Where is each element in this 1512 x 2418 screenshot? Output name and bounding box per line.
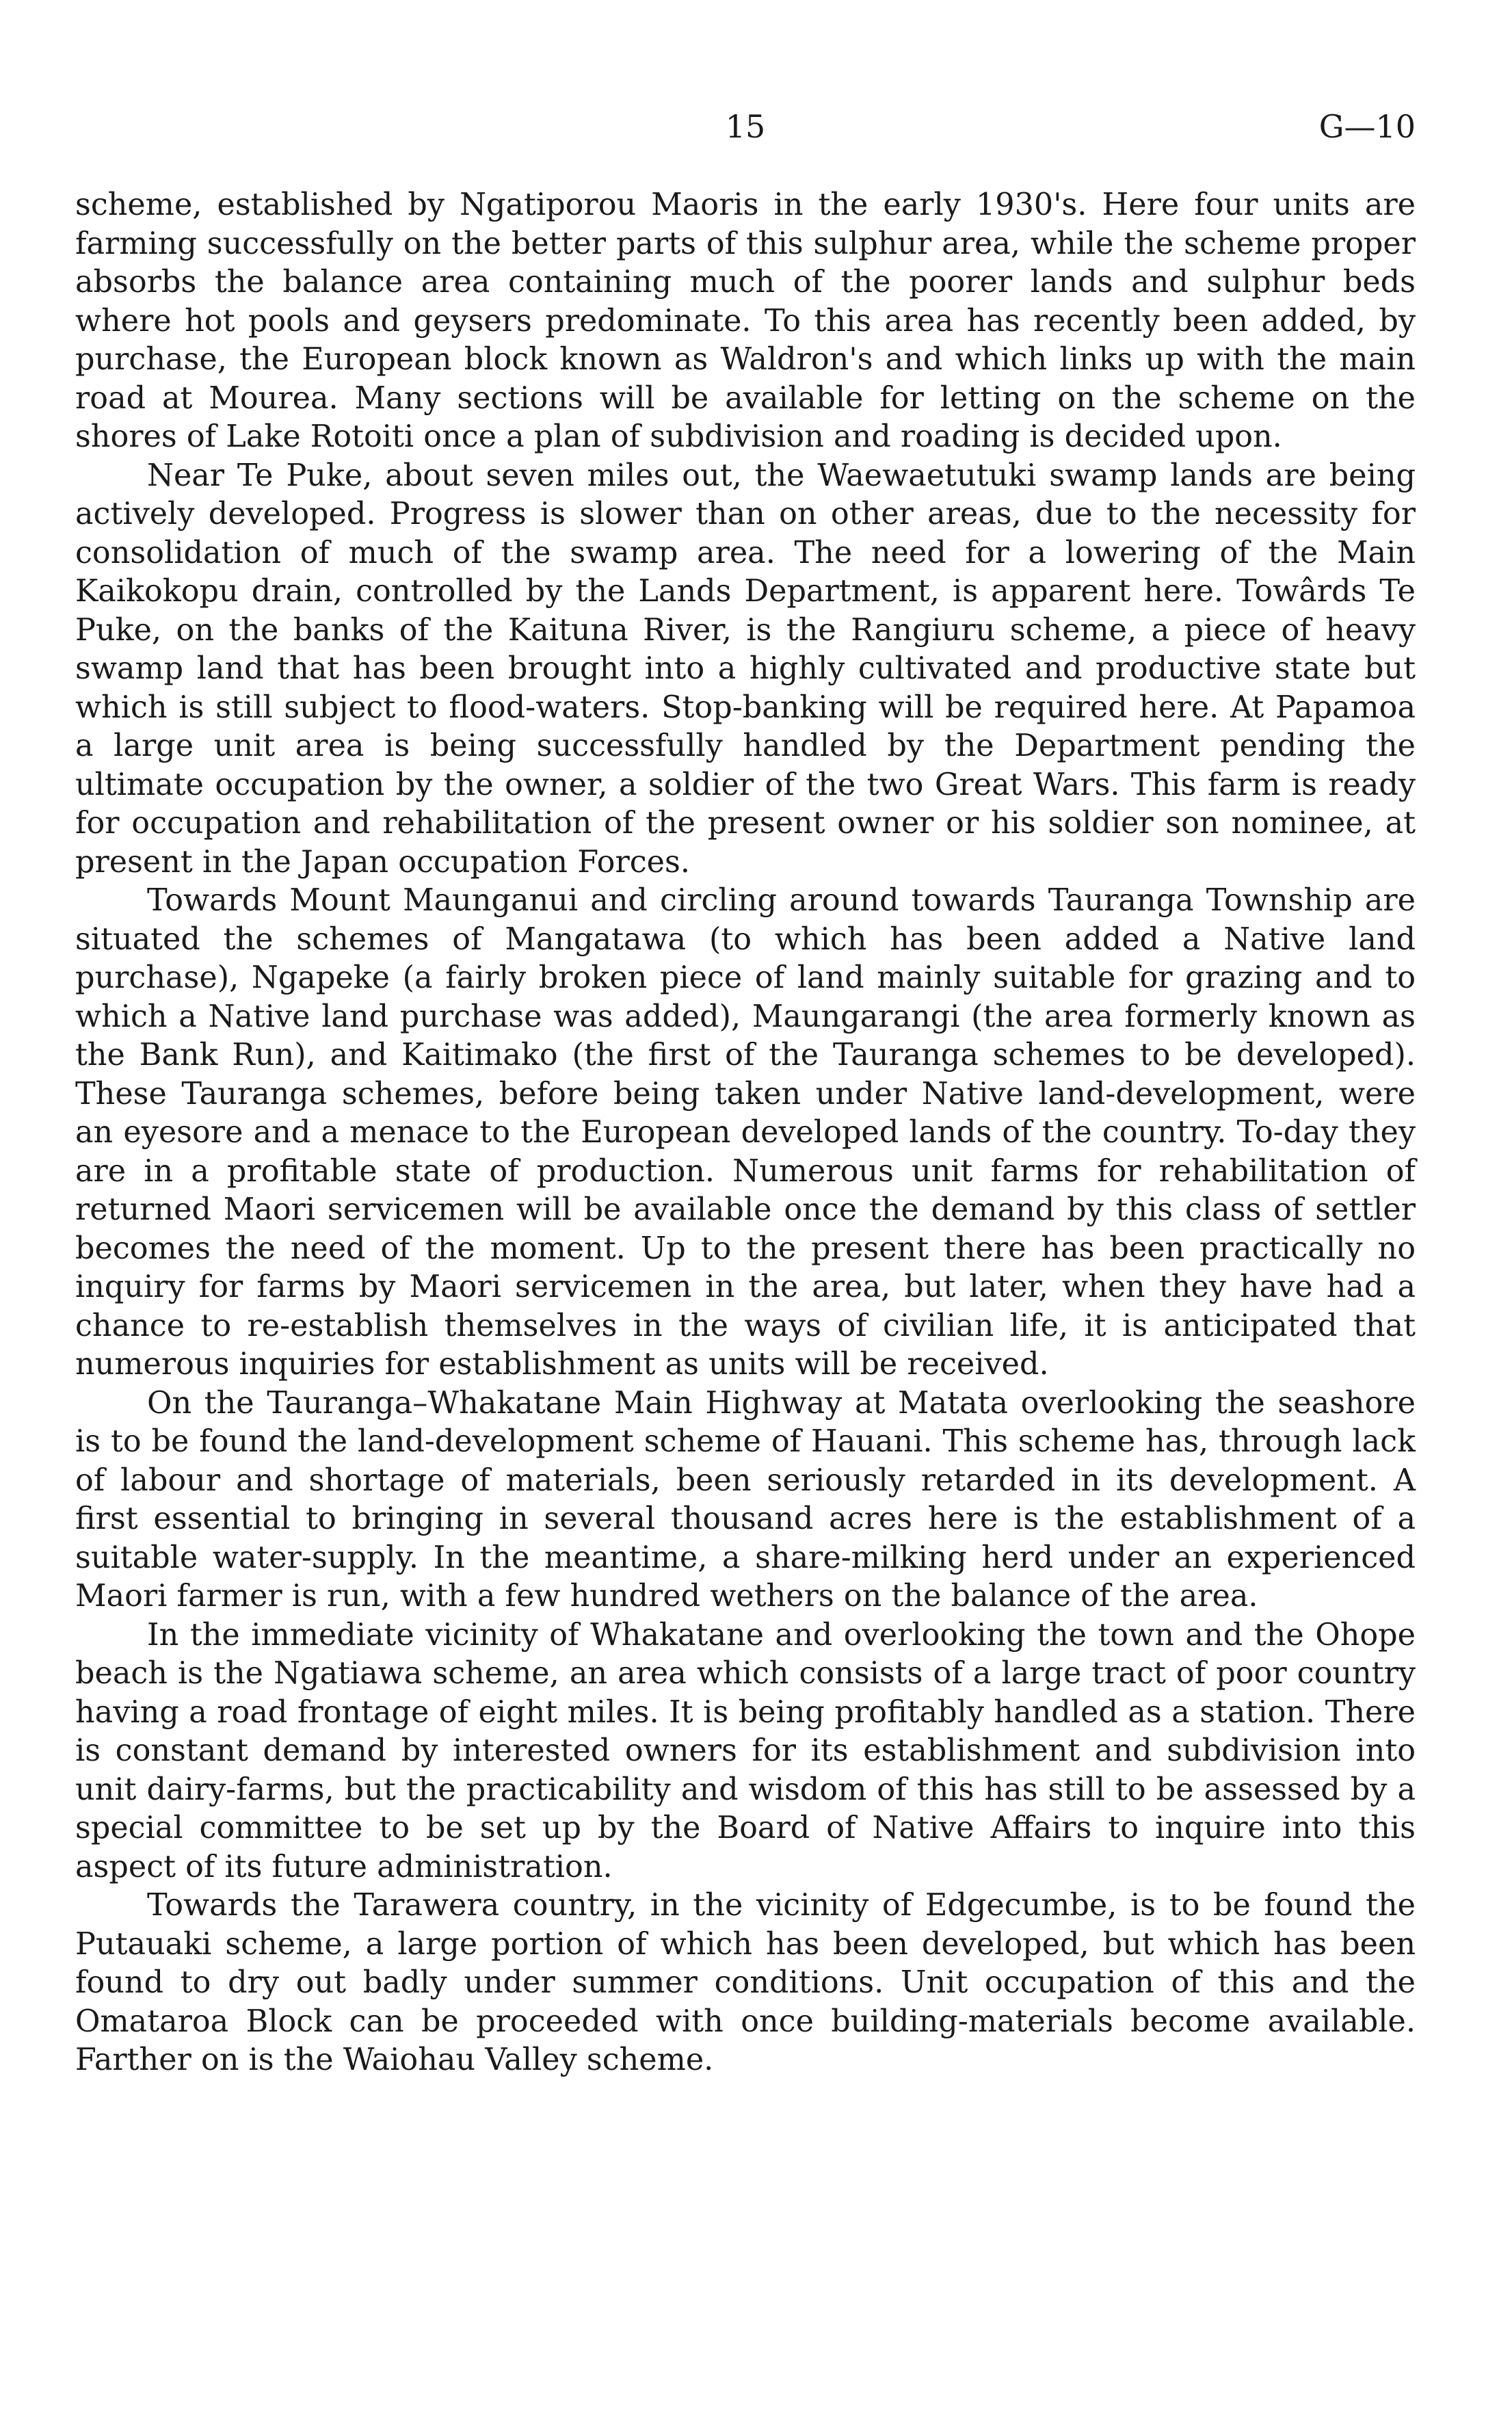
paragraph-ngatiawa: In the immediate vicinity of Whakatane and overlooking the town and the Ohope beach is the Ngatiawa scheme, an area which consists of a large tract of poor country having a road frontage of eight miles. It is being profitably handled as a station. There is constant demand by interested owners for its establishment and subdivision into unit dairy-farms, but the practicability and wisdom of this has still to be assessed by a special committee to be set up by the Board of Native Affairs to inquire into this aspect of its future administration. <box>75 1617 1416 1884</box>
paragraph-hauani: On the Tauranga–Whakatane Main Highway at Matata overlooking the seashore is to be found the land-development scheme of Hauani. This scheme has, through lack of labour and shortage of materials, been seriously retarded in its development. A first essential to bringing in several thousand acres here is the establishment of a suitable water-supply. In the meantime, a share-milking herd under an experienced Maori farmer is run, with a few hundred wethers on the balance of the area. <box>75 1385 1416 1614</box>
document-reference: G—10 <box>1318 108 1416 145</box>
page-number: 15 <box>725 108 766 145</box>
paragraph-putauaki: Towards the Tarawera country, in the vicinity of Edgecumbe, is to be found the Putauaki scheme, a large portion of which has been developed, but which has been found to dry out badly under summer conditions. Unit occupation of this and the Omataroa Block can be proceeded with once building-materials become available. Farther on is the Waiohau Valley scheme. <box>75 1888 1416 2077</box>
paragraph-continued: scheme, established by Ngatiporou Maoris in the early 1930's. Here four units are farming successfully on the better parts of this sulphur area, while the scheme proper absorbs the balance area containing much of the poorer lands and sulphur beds where hot pools and geysers predominate. To this area has recently been added, by purchase, the European block known as Waldron's and which links up with the main road at Mourea. Many sections will be available for letting on the scheme on the shores of Lake Rotoiti once a plan of subdivision and roading is decided upon. <box>75 187 1416 454</box>
page-header <box>75 103 1416 150</box>
body-text <box>75 186 1416 2080</box>
paragraph-tauranga: Towards Mount Maunganui and circling around towards Tauranga Township are situated the schemes of Mangatawa (to which has been added a Native land purchase), Ngapeke (a fairly broken piece of land mainly suitable for grazing and to which a Native land purchase was added), Maungarangi (the area formerly known as the Bank Run), and Kaitimako (the first of the Tauranga schemes to be developed). These Tauranga schemes, before being taken under Native land-development, were an eyesore and a menace to the European developed lands of the country. To-day they are in a profitable state of production. Numerous unit farms for rehabilitation of returned Maori servicemen will be available once the demand by this class of settler becomes the need of the moment. Up to the present there has been practically no inquiry for farms by Maori servicemen in the area, but later, when they have had a chance to re-establish themselves in the ways of civilian life, it is anticipated that numerous inquiries for establishment as units will be received. <box>75 883 1416 1382</box>
paragraph-te-puke: Near Te Puke, about seven miles out, the Waewaetutuki swamp lands are being actively developed. Progress is slower than on other areas, due to the necessity for consolidation of much of the swamp area. The need for a lowering of the Main Kaikokopu drain, controlled by the Lands Department, is apparent here. Towârds Te Puke, on the banks of the Kaituna River, is the Rangiuru scheme, a piece of heavy swamp land that has been brought into a highly cultivated and productive state but which is still subject to flood-waters. Stop-banking will be required here. At Papamoa a large unit area is being successfully handled by the Department pending the ultimate occupation by the owner, a soldier of the two Great Wars. This farm is ready for occupation and rehabilitation of the present owner or his soldier son nominee, at present in the Japan occupation Forces. <box>75 458 1416 880</box>
